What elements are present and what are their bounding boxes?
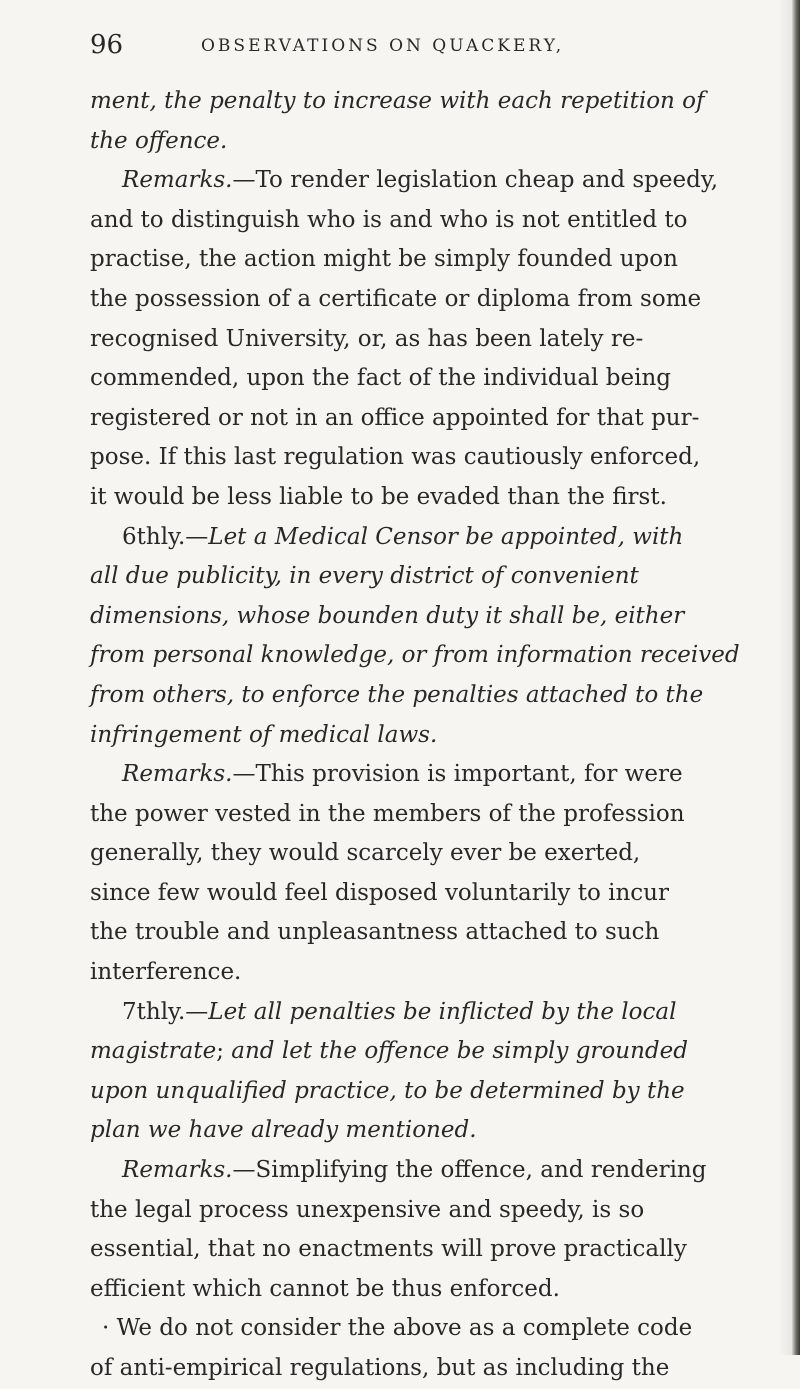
text-line: the power vested in the members of the profession [90,800,685,827]
text-line: efficient which cannot be thus enforced. [90,1275,560,1302]
running-title: OBSERVATIONS ON QUACKERY, [201,36,565,56]
text-line: plan we have already mentioned. [90,1117,477,1144]
text-span: —To render legislation cheap and speedy, [232,167,719,194]
text-line [90,755,760,795]
text-line: commended, upon the fact of the individual being [90,365,671,392]
text-line: ment, the penalty to increase with each repetition of [90,88,705,114]
text-line: practise, the action might be simply founded upon [90,246,678,273]
text-span: —This provision is important, for were [232,761,683,788]
text-line [90,518,760,558]
text-span: and let the offence be simply grounded [231,1038,688,1065]
text-line: the possession of a certificate or diploma from some [90,285,702,312]
page-gutter-shadow [778,0,792,1355]
text-line: essential, that no enactments will prove practically [90,1236,687,1263]
rule-number: 7thly.— [122,998,209,1025]
text-line: it would be less liable to be evaded than the first. [90,483,667,510]
text-line: recognised University, or, as has been lately re- [90,325,644,352]
text-line: from others, to enforce the penalties attached to the [90,681,704,708]
page-edge [792,0,800,1355]
page-number: 96 [90,30,124,60]
text-line: pose. If this last regulation was cautiously enforced, [90,444,701,471]
text-line [90,1032,760,1072]
rule-number: 6thly.— [122,523,209,550]
text-line: dimensions, whose bounden duty it shall be, either [90,602,685,629]
text-line: upon unqualified practice, to be determined by the [90,1077,685,1104]
text-span: magistrate [90,1038,217,1065]
text-line: from personal knowledge, or from information received [90,642,740,669]
remarks-label: Remarks. [122,761,233,788]
text-line: of anti-empirical regulations, but as including the [90,1355,670,1381]
text-line: and to distinguish who is and who is not entitled to [90,206,688,233]
text-line [90,1309,760,1349]
text-line: the offence. [90,127,228,154]
running-header [90,26,730,66]
text-line: the trouble and unpleasantness attached to such [90,919,660,946]
text-span: We do not consider the above as a complete code [116,1315,693,1342]
text-line: generally, they would scarcely ever be exerted, [90,840,641,867]
text-line: registered or not in an office appointed for that pur- [90,404,700,431]
text-line: interference. [90,959,242,986]
text-span: —Simplifying the offence, and rendering [232,1157,707,1184]
text-line: all due publicity, in every district of convenient [90,563,639,590]
text-line [90,161,760,201]
body-text [90,82,760,1389]
text-line: since few would feel disposed voluntarily to incur [90,879,669,906]
stray-mark: · [102,1315,117,1342]
text-line: infringement of medical laws. [90,721,438,748]
text-line: the legal process unexpensive and speedy, is so [90,1196,645,1223]
rule-text: Let a Medical Censor be appointed, with [208,523,684,550]
rule-text: Let all penalties be inflicted by the local [208,998,677,1025]
remarks-label: Remarks. [122,1157,233,1184]
remarks-label: Remarks. [122,167,233,194]
text-line [90,993,760,1033]
text-line [90,1151,760,1191]
text-span: ; [216,1038,232,1065]
